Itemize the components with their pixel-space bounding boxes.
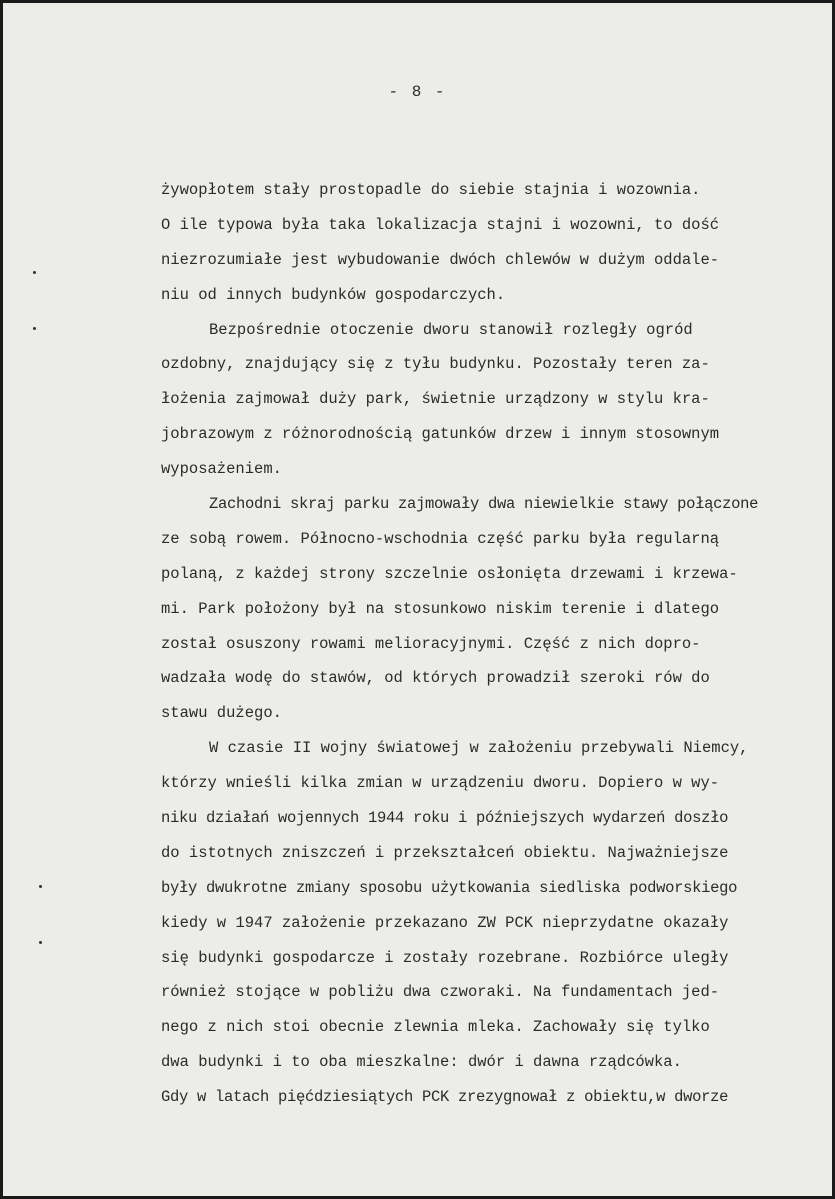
text-line: ze sobą rowem. Północno-wschodnia część parku była regularną	[161, 529, 720, 548]
paper-speck	[39, 885, 42, 888]
paragraph-start-line: W czasie II wojny światowej w założeniu przebywali Niemcy,	[209, 739, 749, 758]
text-line: stawu dużego.	[161, 704, 282, 723]
paragraph-start-line: Bezpośrednie otoczenie dworu stanowił rozległy ogród	[209, 320, 693, 339]
text-line: wadzała wodę do stawów, od których prowadził szeroki rów do	[161, 669, 710, 688]
text-line: były dwukrotne zmiany sposobu użytkowania siedliska podworskiego	[161, 878, 738, 897]
text-line: dwa budynki i to oba mieszkalne: dwór i dawna rządcówka.	[161, 1053, 682, 1072]
text-line: nego z nich stoi obecnie zlewnia mleka. Zachowały się tylko	[161, 1018, 710, 1037]
text-line: został osuszony rowami melioracyjnymi. Część z nich dopro-	[161, 634, 701, 653]
typewritten-text-body	[161, 173, 811, 1115]
paper-speck	[39, 941, 42, 944]
page-number: - 8 -	[388, 83, 447, 101]
text-line: ozdobny, znajdujący się z tyłu budynku. Pozostały teren za-	[161, 355, 710, 374]
text-line: niku działań wojennych 1944 roku i późniejszych wydarzeń doszło	[161, 809, 729, 828]
paper-speck	[33, 271, 36, 274]
text-line: O ile typowa była taka lokalizacja stajni i wozowni, to dość	[161, 215, 720, 234]
text-line: również stojące w pobliżu dwa czworaki. Na fundamentach jed-	[161, 983, 720, 1002]
text-line: do istotnych zniszczeń i przekształceń obiektu. Najważniejsze	[161, 843, 729, 862]
text-line: wyposażeniem.	[161, 460, 282, 479]
text-line: polaną, z każdej strony szczelnie osłonięta drzewami i krzewa-	[161, 564, 738, 583]
text-line: jobrazowym z różnorodnością gatunków drzew i innym stosownym	[161, 425, 720, 444]
text-line: mi. Park położony był na stosunkowo niskim terenie i dlatego	[161, 599, 720, 618]
text-line: łożenia zajmował duży park, świetnie urządzony w stylu kra-	[161, 390, 710, 409]
paper-speck	[33, 327, 36, 330]
text-line: kiedy w 1947 założenie przekazano ZW PCK nieprzydatne okazały	[161, 913, 729, 932]
paragraph-start-line: Zachodni skraj parku zajmowały dwa niewielkie stawy połączone	[209, 495, 759, 514]
text-line: niezrozumiałe jest wybudowanie dwóch chlewów w dużym oddale-	[161, 250, 720, 269]
text-line: niu od innych budynków gospodarczych.	[161, 285, 506, 304]
text-line: którzy wnieśli kilka zmian w urządzeniu dworu. Dopiero w wy-	[161, 774, 720, 793]
text-line: Gdy w latach pięćdziesiątych PCK zrezygnował z obiektu,w dworze	[161, 1088, 729, 1107]
text-line: się budynki gospodarcze i zostały rozebrane. Rozbiórce uległy	[161, 948, 729, 967]
text-line: żywopłotem stały prostopadle do siebie stajnia i wozownia.	[161, 181, 701, 199]
